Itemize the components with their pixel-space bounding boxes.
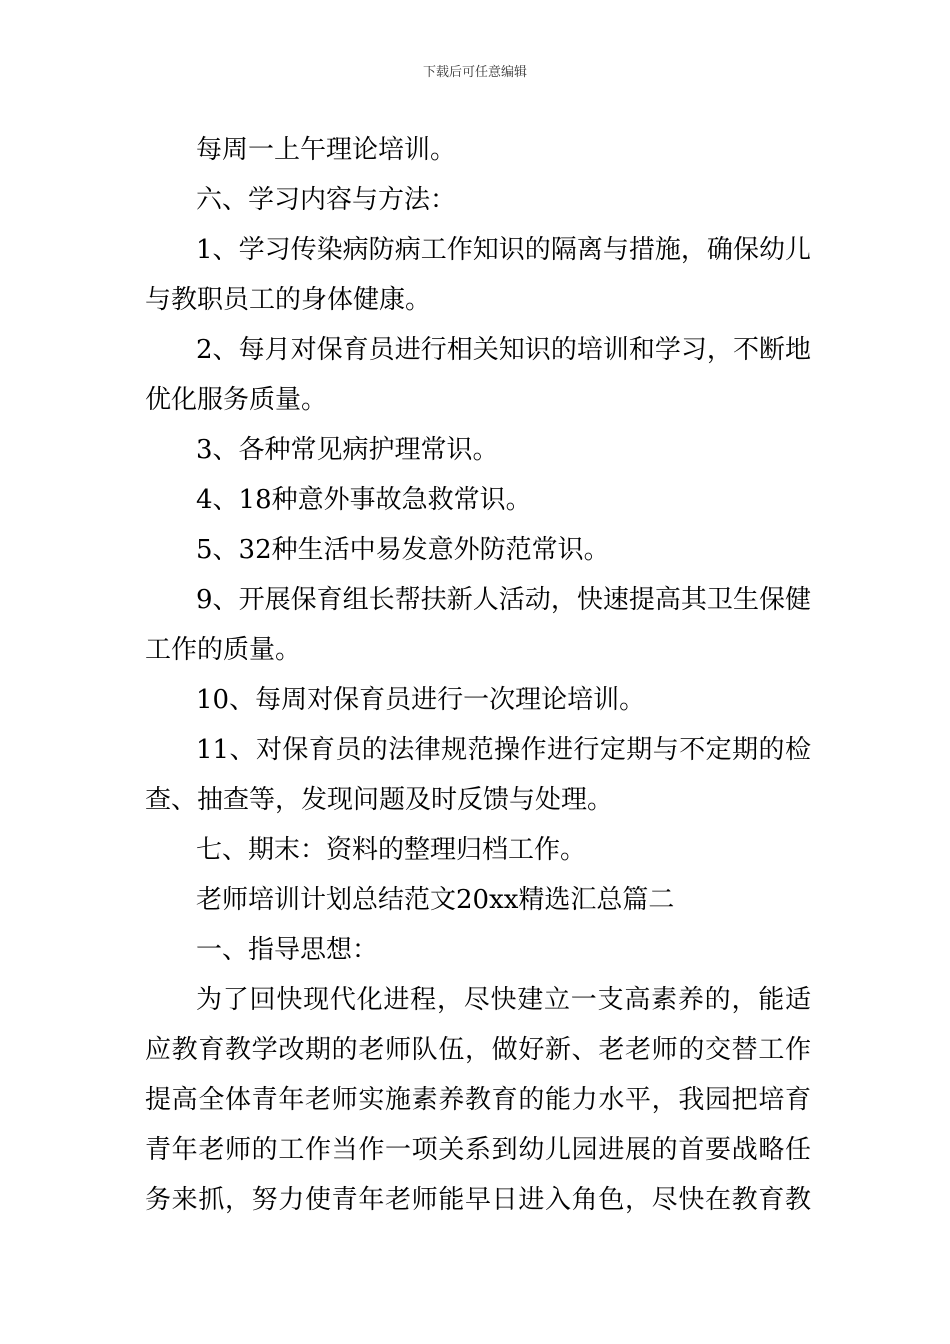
section-heading: 一、指导思想： <box>196 935 379 965</box>
text-line: 4、18种意外事故急救常识。 <box>196 485 532 515</box>
text-line: 11、对保育员的法律规范操作进行定期与不定期的检 <box>196 735 811 765</box>
article-title: 老师培训计划总结范文20xx精选汇总篇二 <box>196 885 675 915</box>
text-line: 10、每周对保育员进行一次理论培训。 <box>196 685 646 715</box>
text-line: 每周一上午理论培训。 <box>196 135 457 165</box>
text-line: 为了回快现代化进程，尽快建立一支高素养的，能适 <box>196 985 811 1015</box>
page-header-note: 下载后可任意编辑 <box>422 65 527 80</box>
text-line: 1、学习传染病防病工作知识的隔离与措施，确保幼儿 <box>196 235 811 265</box>
text-line: 优化服务质量。 <box>145 385 328 415</box>
text-line: 3、各种常见病护理常识。 <box>196 435 499 465</box>
text-line: 青年老师的工作当作一项关系到幼儿园进展的首要战略任 <box>145 1135 811 1165</box>
text-line: 应教育教学改期的老师队伍，做好新、老老师的交替工作 <box>145 1035 811 1065</box>
text-line: 提高全体青年老师实施素养教育的能力水平，我园把培育 <box>145 1085 811 1115</box>
text-line: 9、开展保育组长帮扶新人活动，快速提高其卫生保健 <box>196 585 811 615</box>
text-line: 工作的质量。 <box>145 635 302 665</box>
section-heading: 七、期末：资料的整理归档工作。 <box>196 835 587 865</box>
text-line: 查、抽查等，发现问题及时反馈与处理。 <box>145 785 614 815</box>
document-body <box>145 125 811 1225</box>
text-line: 5、32种生活中易发意外防范常识。 <box>196 535 610 565</box>
text-line: 与教职员工的身体健康。 <box>145 285 432 315</box>
section-heading: 六、学习内容与方法： <box>196 185 457 215</box>
text-line: 务来抓，努力使青年老师能早日进入角色，尽快在教育教 <box>145 1185 811 1215</box>
text-line: 2、每月对保育员进行相关知识的培训和学习，不断地 <box>196 335 811 365</box>
